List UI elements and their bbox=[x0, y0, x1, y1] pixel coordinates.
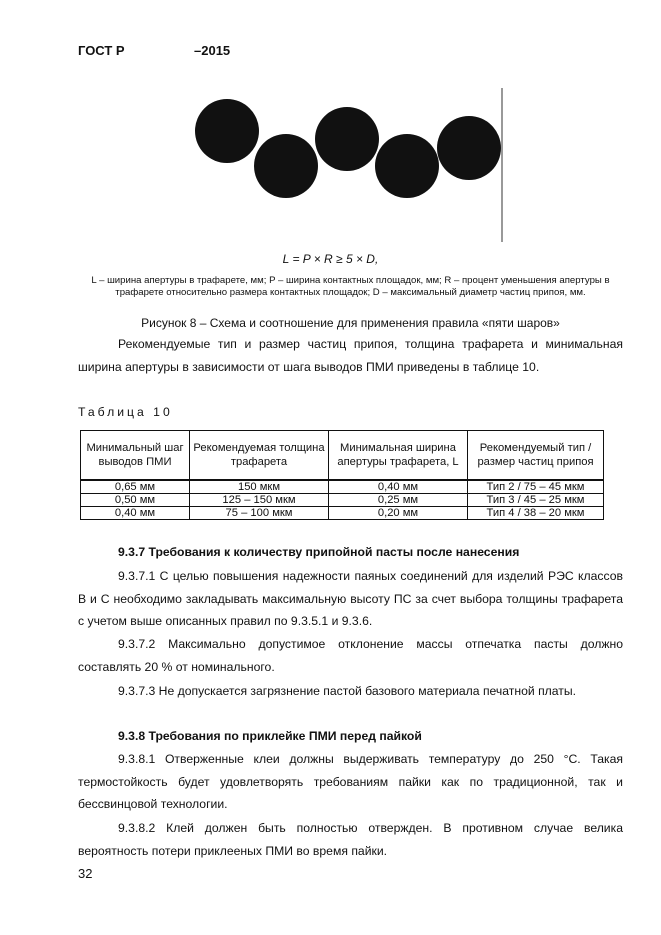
five-balls-figure bbox=[186, 88, 506, 244]
standard-year: –2015 bbox=[194, 43, 231, 58]
table-cell: 0,50 мм bbox=[81, 494, 190, 507]
table-cell: 0,20 мм bbox=[329, 507, 468, 520]
figure-title: Рисунок 8 – Схема и соотношение для применения правила «пяти шаров» bbox=[141, 316, 560, 330]
column-header: Рекомендуемый тип / размер частиц припоя bbox=[468, 431, 604, 481]
table-cell: 75 – 100 мкм bbox=[190, 507, 329, 520]
solder-ball bbox=[254, 134, 318, 198]
solder-ball bbox=[315, 107, 379, 171]
solder-ball bbox=[437, 116, 501, 180]
table-cell: 0,40 мм bbox=[329, 480, 468, 494]
column-header: Рекомендуемая толщина трафарета bbox=[190, 431, 329, 481]
table-header-row bbox=[81, 431, 604, 481]
table-row bbox=[81, 494, 604, 507]
table-cell: 125 – 150 мкм bbox=[190, 494, 329, 507]
table-10 bbox=[80, 430, 604, 520]
solder-ball bbox=[375, 134, 439, 198]
table-cell: 0,25 мм bbox=[329, 494, 468, 507]
table-cell: Тип 4 / 38 – 20 мкм bbox=[468, 507, 604, 520]
five-ball-formula: L = P × R ≥ 5 × D, bbox=[282, 252, 379, 266]
section-heading-9-3-7: 9.3.7 Требования к количеству припойной пасты после нанесения bbox=[118, 545, 520, 559]
standard-label: ГОСТ Р bbox=[78, 43, 125, 58]
page-number: 32 bbox=[78, 866, 93, 881]
intro-paragraph: Рекомендуемые тип и размер частиц припоя, толщина трафарета и минимальная ширина апертуры в зависимости от шага выводов ПМИ приведены в таблице 10. bbox=[78, 337, 623, 374]
table-row bbox=[81, 480, 604, 494]
table-row bbox=[81, 507, 604, 520]
table-cell: 0,40 мм bbox=[81, 507, 190, 520]
solder-ball bbox=[195, 99, 259, 163]
paragraph-9-3-8-2: 9.3.8.2 Клей должен быть полностью отвержден. В противном случае велика вероятность потери приклееных ПМИ во время пайки. bbox=[78, 821, 623, 858]
section-heading-9-3-8: 9.3.8 Требования по приклейке ПМИ перед пайкой bbox=[118, 729, 422, 743]
column-header: Минимальная ширина апертуры трафарета, L bbox=[329, 431, 468, 481]
paragraph-9-3-8-1: 9.3.8.1 Отверженные клеи должны выдерживать температуру до 250 °С. Такая термостойкость будет удовлетворять требованиям пайки как по традиционной, так и бессвинцовой технологии. bbox=[78, 752, 623, 812]
column-header: Минимальный шаг выводов ПМИ bbox=[81, 431, 190, 481]
table-cell: 150 мкм bbox=[190, 480, 329, 494]
table-cell: Тип 2 / 75 – 45 мкм bbox=[468, 480, 604, 494]
figure-legend: L – ширина апертуры в трафарете, мм; P – ширина контактных площадок, мм; R – процент уменьшения апертуры в трафарете относительно размера контактных площадок; D – максимальный диаметр частиц припоя, мм. bbox=[91, 275, 610, 299]
paragraph-9-3-7-1: 9.3.7.1 С целью повышения надежности паяных соединений для изделий РЭС классов В и С необходимо закладывать максимальную высоту ПС за счет выбора толщины трафарета с учетом выше описанных правил по 9.3.5.1 и 9.3.6. bbox=[78, 569, 623, 629]
table-cell: 0,65 мм bbox=[81, 480, 190, 494]
paragraph-9-3-7-3: 9.3.7.3 Не допускается загрязнение пастой базового материала печатной платы. bbox=[118, 684, 577, 698]
table-cell: Тип 3 / 45 – 25 мкм bbox=[468, 494, 604, 507]
paragraph-9-3-7-2: 9.3.7.2 Максимально допустимое отклонение массы отпечатка пасты должно составлять 20 % от номинального. bbox=[78, 637, 623, 674]
table-label: Таблица 10 bbox=[78, 405, 173, 419]
